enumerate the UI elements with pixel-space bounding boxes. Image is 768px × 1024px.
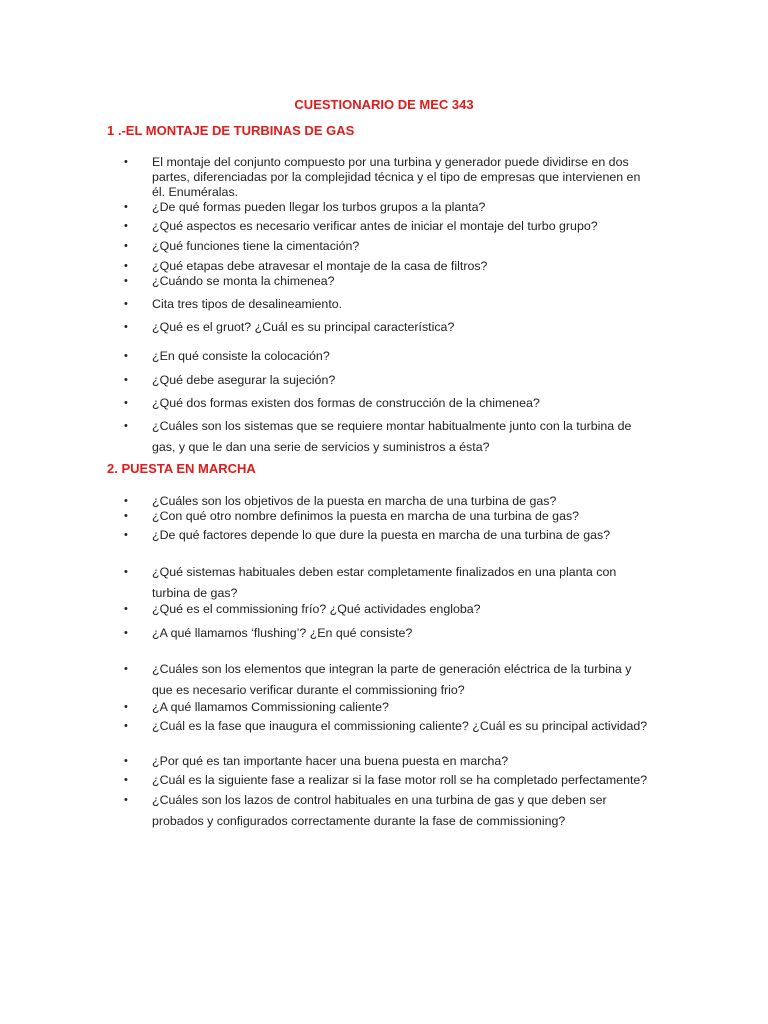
list-item: • ¿Qué aspectos es necesario verificar antes de iniciar el montaje del turbo grupo? — [124, 219, 598, 233]
bullet-icon: • — [124, 701, 128, 713]
list-item: • ¿En qué consiste la colocación? — [124, 349, 330, 363]
list-item: • ¿Qué funciones tiene la cimentación? — [124, 239, 360, 253]
list-item: • ¿De qué formas pueden llegar los turbos grupos a la planta? — [124, 200, 486, 214]
list-item: • ¿Qué etapas debe atravesar el montaje de la casa de filtros? — [124, 259, 488, 273]
bullet-icon: • — [124, 755, 128, 767]
bullet-icon: • — [124, 260, 128, 272]
list-item: • ¿Cuáles son los objetivos de la puesta en marcha de una turbina de gas? — [124, 494, 557, 508]
bullet-icon: • — [124, 201, 128, 213]
list-item: • ¿A qué llamamos ‘flushing’? ¿En qué consiste? — [124, 626, 413, 640]
bullet-icon: • — [124, 374, 128, 386]
bullet-icon: • — [124, 240, 128, 252]
bullet-icon: • — [124, 603, 128, 615]
bullet-icon: • — [124, 275, 128, 287]
bullet-icon: • — [124, 220, 128, 232]
list-item: • ¿Por qué es tan importante hacer una buena puesta en marcha? — [124, 754, 509, 768]
list-item: • ¿A qué llamamos Commissioning caliente? — [124, 700, 389, 714]
list-item: • ¿Cuáles son los lazos de control habituales en una turbina de gas y que deben ser probados y configurados correctamente durante la fase de commissioning? — [152, 790, 652, 832]
list-item: • ¿Cuáles son los sistemas que se requiere montar habitualmente junto con la turbina de gas, y que le dan una serie de servicios y suministros a ésta? — [152, 416, 652, 458]
bullet-icon: • — [124, 627, 128, 639]
list-item: • ¿Qué sistemas habituales deben estar completamente finalizados en una planta con turbina de gas? — [152, 562, 652, 604]
list-item: • ¿Qué debe asegurar la sujeción? — [124, 373, 336, 387]
list-item: • ¿Qué dos formas existen dos formas de construcción de la chimenea? — [124, 396, 540, 410]
bullet-icon: • — [124, 774, 128, 786]
section-heading-puesta-en-marcha: 2. PUESTA EN MARCHA — [107, 461, 256, 476]
list-item: • ¿Cuál es la siguiente fase a realizar si la fase motor roll se ha completado perfectamente? — [124, 773, 648, 787]
bullet-icon: • — [124, 350, 128, 362]
bullet-icon: • — [124, 720, 128, 732]
list-item: • ¿Cuáles son los elementos que integran la parte de generación eléctrica de la turbina y que es necesario verificar durante el commissioning frio? — [152, 659, 652, 701]
bullet-icon: • — [124, 663, 128, 675]
bullet-icon: • — [124, 510, 128, 522]
bullet-icon: • — [124, 495, 128, 507]
section-heading-montaje: 1 .-EL MONTAJE DE TURBINAS DE GAS — [107, 123, 355, 138]
list-item: • ¿Cuándo se monta la chimenea? — [124, 274, 335, 288]
bullet-icon: • — [124, 156, 128, 168]
list-item: • El montaje del conjunto compuesto por una turbina y generador puede dividirse en dos partes, diferenciadas por la complejidad técnica y el tipo de empresas que intervienen en él. Enuméralas. — [124, 155, 641, 199]
bullet-icon: • — [124, 420, 128, 432]
list-item: • ¿Qué es el commissioning frío? ¿Qué actividades engloba? — [124, 602, 481, 616]
bullet-icon: • — [124, 298, 128, 310]
list-item: • ¿De qué factores depende lo que dure la puesta en marcha de una turbina de gas? — [124, 528, 611, 542]
list-item: • ¿Cuál es la fase que inaugura el commissioning caliente? ¿Cuál es su principal actividad? — [124, 719, 648, 733]
bullet-icon: • — [124, 566, 128, 578]
bullet-icon: • — [124, 321, 128, 333]
list-item: • ¿Qué es el gruot? ¿Cuál es su principal característica? — [124, 320, 455, 334]
list-item: • ¿Con qué otro nombre definimos la puesta en marcha de una turbina de gas? — [124, 509, 580, 523]
bullet-icon: • — [124, 794, 128, 806]
bullet-icon: • — [124, 529, 128, 541]
document-title: CUESTIONARIO DE MEC 343 — [294, 97, 474, 112]
list-item: • Cita tres tipos de desalineamiento. — [124, 297, 343, 311]
bullet-icon: • — [124, 397, 128, 409]
